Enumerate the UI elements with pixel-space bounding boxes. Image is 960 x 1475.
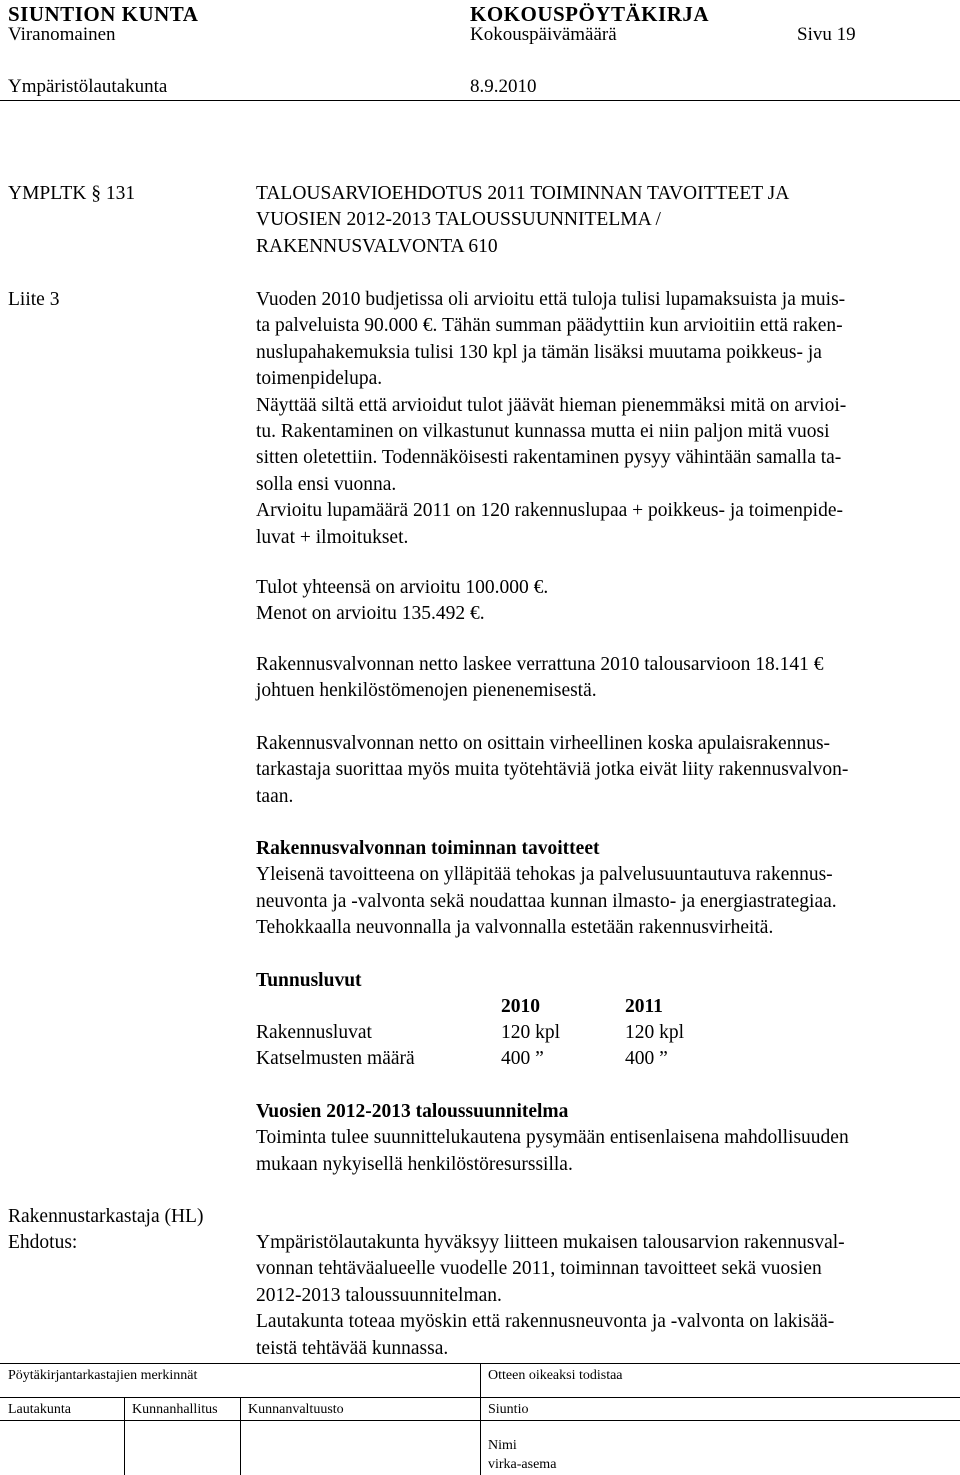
goals-section (256, 836, 837, 942)
kpi-heading: Tunnusluvut (256, 970, 362, 991)
text-line: luvat + ilmoitukset. (256, 526, 409, 548)
footer-certified-label: Otteen oikeaksi todistaa (488, 1368, 623, 1383)
proposal-label: Ehdotus: (8, 1232, 78, 1254)
footer-col-kunnanhallitus: Kunnanhallitus (132, 1402, 218, 1417)
goals-heading: Rakennusvalvonnan toiminnan tavoitteet (256, 838, 600, 859)
kpi-col-2011: 2011 (625, 996, 663, 1017)
paragraph-net-note (256, 731, 848, 810)
authority-label: Viranomainen (8, 24, 116, 45)
footer-divider (240, 1397, 241, 1475)
text-line: Tehokkaalla neuvonnalla ja valvonnalla estetään rakennusvirheitä. (256, 917, 774, 939)
text-line: tarkastaja suorittaa myös muita työtehtäviä jotka eivät liity rakennusvalvon- (256, 759, 849, 781)
text-line: vonnan tehtäväalueelle vuodelle 2011, toiminnan tavoitteet sekä vuosien (256, 1258, 822, 1280)
text-line: Menot on arvioitu 135.492 €. (256, 603, 485, 625)
text-line: taan. (256, 785, 294, 807)
text-line: nuslupahakemuksia tulisi 130 kpl ja tämän lisäksi muutama poikkeus- ja (256, 341, 822, 363)
plan-section (256, 1099, 849, 1178)
text-line: Tulot yhteensä on arvioitu 100.000 €. (256, 577, 549, 598)
page-number: Sivu 19 (797, 24, 856, 45)
text-line: sitten oletettiin. Todennäköisesti rakentaminen pysyy vähintään samalla ta- (256, 447, 842, 469)
text-line: teistä tehtävää kunnassa. (256, 1337, 449, 1359)
proposer-name: Rakennustarkastaja (HL) (8, 1206, 204, 1227)
text-line: Näyttää siltä että arvioidut tulot jäävät hieman pienemmäksi mitä on arvioi- (256, 394, 847, 416)
text-line: toimenpidelupa. (256, 368, 383, 390)
meeting-date-label: Kokouspäivämäärä (470, 24, 617, 45)
text-line: Vuoden 2010 budjetissa oli arvioitu että tuloja tulisi lupamaksuista ja muis- (256, 289, 846, 310)
title-line: TALOUSARVIOEHDOTUS 2011 TOIMINNAN TAVOITTEET JA (256, 183, 790, 204)
text-line: Ympäristölautakunta hyväksyy liitteen mukaisen talousarvion rakennusval- (256, 1232, 845, 1253)
text-line: neuvonta ja -valvonta sekä noudattaa kunnan ilmasto- ja energiastrategiaa. (256, 890, 837, 912)
footer-title-label: virka-asema (488, 1457, 557, 1472)
title-line: VUOSIEN 2012-2013 TALOUSSUUNNITELMA / (256, 209, 661, 231)
text-line: 2012-2013 taloussuunnitelman. (256, 1284, 502, 1306)
plan-heading: Vuosien 2012-2013 taloussuunnitelma (256, 1101, 569, 1122)
meeting-date: 8.9.2010 (470, 76, 537, 97)
footer-name-label: Nimi (488, 1438, 517, 1453)
text-line: tu. Rakentaminen on vilkastunut kunnassa mutta ei niin paljon mitä vuosi (256, 421, 830, 443)
text-line: johtuen henkilöstömenojen pienenemisestä. (256, 680, 597, 702)
paragraph-totals (256, 575, 548, 628)
footer-checkers-label: Pöytäkirjantarkastajien merkinnät (8, 1368, 198, 1383)
section-code: YMPLTK § 131 (8, 183, 136, 204)
kpi-cell: 120 kpl (625, 1022, 685, 1043)
kpi-col-2010: 2010 (501, 996, 540, 1017)
footer-col-lautakunta: Lautakunta (8, 1402, 71, 1417)
title-line: RAKENNUSVALVONTA 610 (256, 235, 498, 257)
document-type: KOKOUSPÖYTÄKIRJA (470, 2, 710, 26)
org-name: SIUNTION KUNTA (8, 2, 199, 26)
paragraph-net (256, 652, 824, 705)
item-title (256, 181, 789, 260)
proposal-text (256, 1230, 845, 1362)
kpi-cell: 400 ” (501, 1048, 544, 1069)
text-line: solla ensi vuonna. (256, 473, 397, 495)
paragraph-budget (256, 287, 846, 551)
footer-divider (480, 1363, 481, 1475)
text-line: mukaan nykyisellä henkilöstöresurssilla. (256, 1153, 573, 1175)
text-line: Toiminta tulee suunnittelukautena pysymään entisenlaisena mahdollisuuden (256, 1127, 849, 1149)
kpi-row-label: Rakennusluvat (256, 1022, 372, 1043)
text-line: ta palveluista 90.000 €. Tähän summan päädyttiin kun arvioitiin että raken- (256, 315, 843, 337)
text-line: Arvioitu lupamäärä 2011 on 120 rakennuslupaa + poikkeus- ja toimenpide- (256, 500, 843, 522)
text-line: Lautakunta toteaa myöskin että rakennusneuvonta ja -valvonta on lakisää- (256, 1311, 835, 1333)
authority-name: Ympäristölautakunta (8, 76, 168, 97)
kpi-cell: 400 ” (625, 1048, 668, 1069)
kpi-cell: 120 kpl (501, 1022, 561, 1043)
text-line: Yleisenä tavoitteena on ylläpitää tehokas ja palvelusuuntautuva rakennus- (256, 864, 833, 886)
proposer (8, 1204, 203, 1257)
footer-col-kunnanvaltuusto: Kunnanvaltuusto (248, 1402, 344, 1417)
header-rule (0, 100, 960, 101)
footer-divider (124, 1397, 125, 1475)
footer-place: Siuntio (488, 1402, 529, 1417)
text-line: Rakennusvalvonnan netto on osittain virheellinen koska apulaisrakennus- (256, 733, 831, 754)
attachment-ref: Liite 3 (8, 289, 60, 310)
kpi-row-label: Katselmusten määrä (256, 1048, 415, 1069)
text-line: Rakennusvalvonnan netto laskee verrattuna 2010 talousarvioon 18.141 € (256, 654, 824, 675)
